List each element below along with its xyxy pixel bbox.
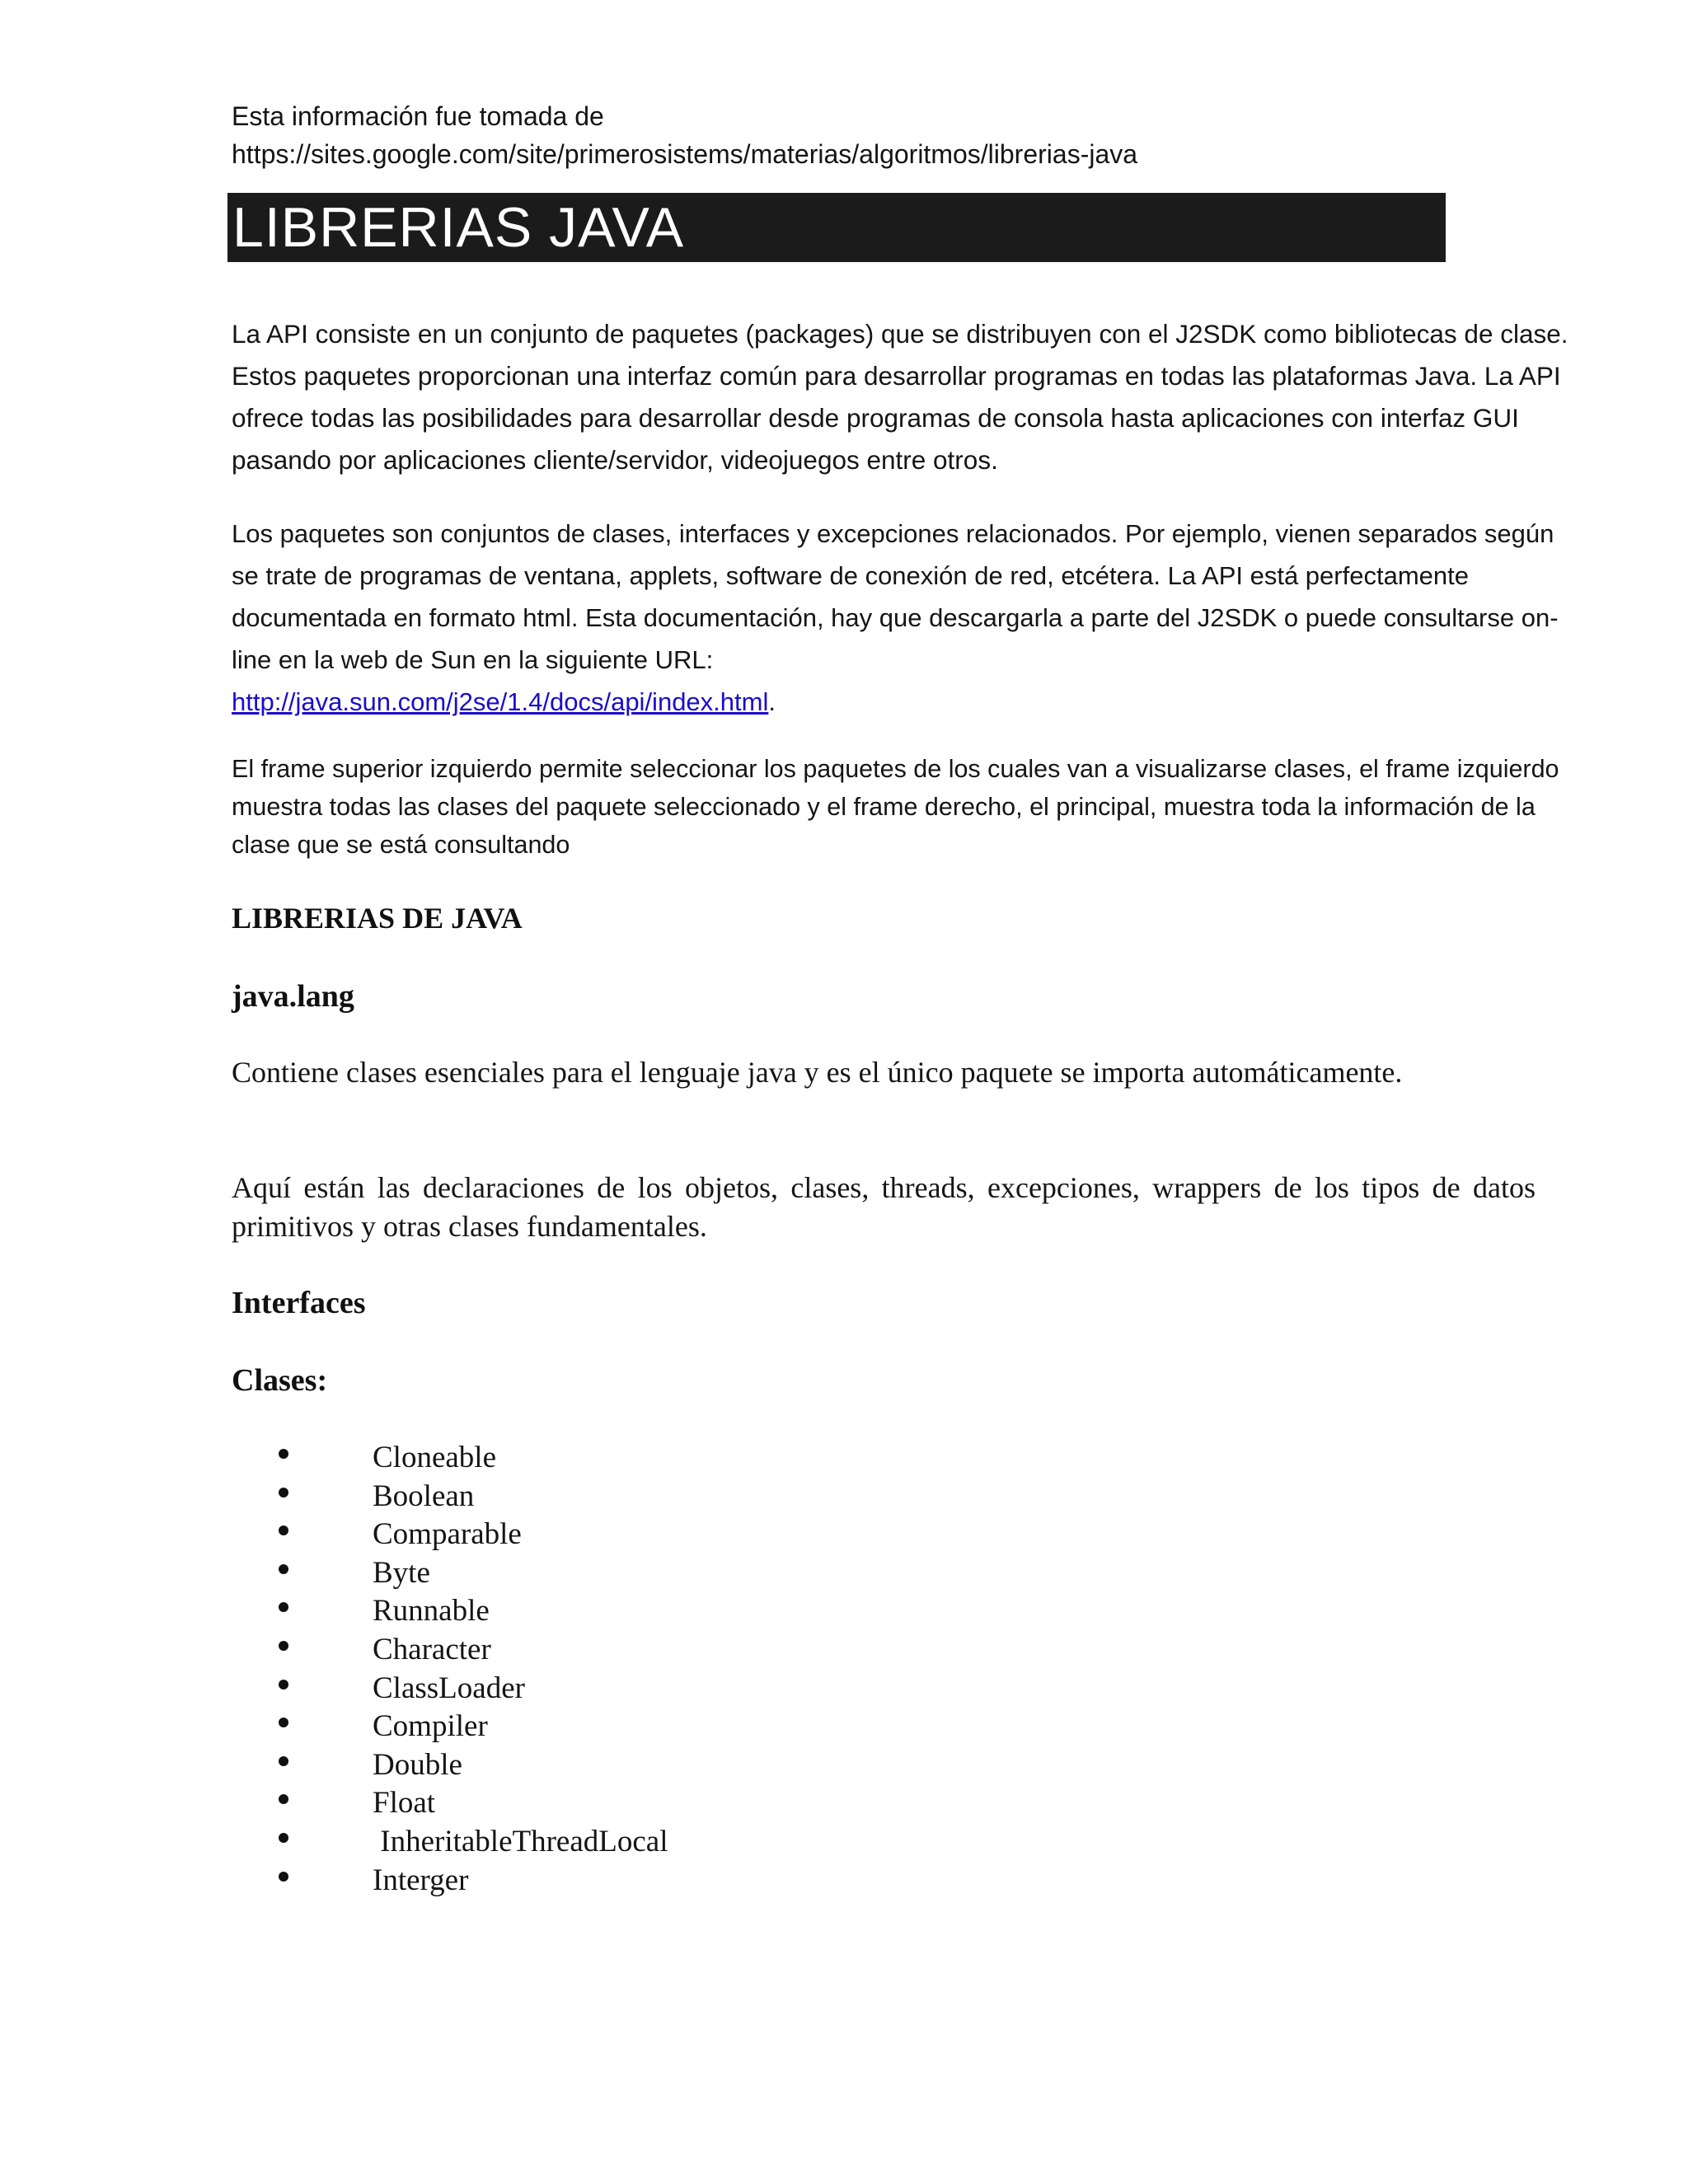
source-note: [232, 97, 1468, 173]
class-name: ClassLoader: [373, 1671, 525, 1705]
class-name: Interger: [373, 1863, 469, 1897]
packages-paragraph: [232, 513, 1575, 723]
packages-paragraph-text: Los paquetes son conjuntos de clases, interfaces y excepciones relacionados. Por ejemplo, vienen separados según se trate de programas de ventana, applets, software de conexión de red, etcétera. La API está perfectamente documentada en formato html. Esta documentación, hay que descargarla a parte del J2SDK o puede consultarse on-line en la web de Sun en la siguiente URL:: [232, 519, 1559, 674]
class-name: Comparable: [373, 1517, 522, 1552]
class-name: Character: [373, 1632, 491, 1666]
class-name: Float: [373, 1786, 436, 1821]
bullet-icon: [279, 1641, 288, 1651]
bullet-icon: [279, 1833, 288, 1843]
frames-paragraph: El frame superior izquierdo permite seleccionar los paquetes de los cuales van a visualizarse clases, el frame izquierdo muestra todas las clases del paquete seleccionado y el frame derecho, el principal, muestra toda la información de la clase que se está consultando: [232, 755, 1559, 859]
class-name: Cloneable: [373, 1441, 497, 1474]
bullet-icon: [279, 1872, 288, 1882]
page-title: LIBRERIAS JAVA: [232, 196, 685, 259]
class-name: InheritableThreadLocal: [373, 1824, 668, 1858]
interfaces-heading: Interfaces: [232, 1286, 366, 1320]
class-name: Byte: [373, 1555, 430, 1590]
package-description: Contiene clases esenciales para el lenguaje java y es el único paquete se importa automáticamente.: [232, 1056, 1403, 1089]
bullet-icon: [279, 1449, 288, 1459]
source-intro: Esta información fue tomada de: [232, 101, 604, 131]
bullet-icon: [279, 1794, 288, 1804]
class-name: Compiler: [373, 1709, 488, 1744]
class-name: Boolean: [373, 1479, 475, 1513]
api-intro-paragraph: La API consiste en un conjunto de paquetes (packages) que se distribuyen con el J2SDK como bibliotecas de clase. Estos paquetes proporcionan una interfaz común para desarrollar programas en todas las plataformas Java. La API ofrece todas las posibilidades para desarrollar desde programas de consola hasta aplicaciones con interfaz GUI pasando por aplicaciones cliente/servidor, videojuegos entre otros.: [232, 319, 1568, 475]
source-url: https://sites.google.com/site/primerosistems/materias/algoritmos/librerias-java: [232, 139, 1138, 169]
bullet-icon: [279, 1718, 288, 1727]
bullet-icon: [279, 1526, 288, 1535]
bullet-icon: [279, 1602, 288, 1612]
bullet-icon: [279, 1488, 288, 1497]
title-banner: [227, 193, 1446, 262]
class-name: Double: [373, 1747, 462, 1782]
bullet-icon: [279, 1680, 288, 1690]
packages-paragraph-period: .: [768, 687, 776, 716]
section-heading: LIBRERIAS DE JAVA: [232, 902, 523, 935]
class-name: Runnable: [373, 1594, 490, 1629]
bullet-icon: [279, 1564, 288, 1574]
bullet-icon: [279, 1756, 288, 1766]
package-heading: java.lang: [232, 979, 354, 1014]
api-docs-link[interactable]: http://java.sun.com/j2se/1.4/docs/api/index.html: [232, 687, 769, 716]
package-contents-description: Aquí están las declaraciones de los objetos, clases, threads, excepciones, wrappers de los tipos de datos primitivos y otras clases fundamentales.: [232, 1171, 1536, 1243]
classes-heading: Clases:: [232, 1363, 328, 1398]
